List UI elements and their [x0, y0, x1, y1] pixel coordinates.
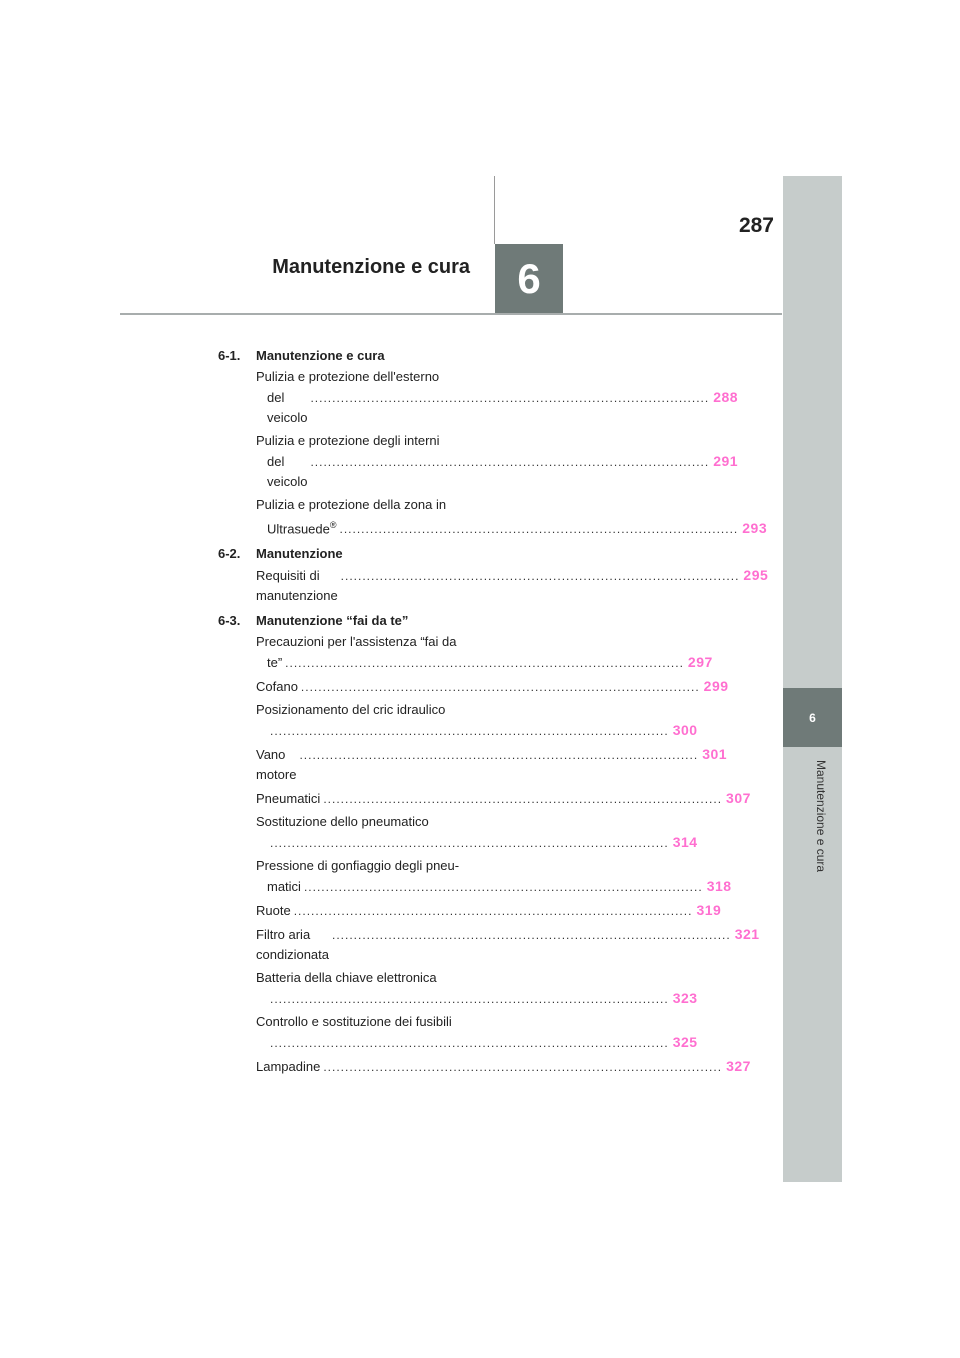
entry-page-link[interactable]: 314: [672, 834, 698, 851]
entry-page-link[interactable]: 318: [706, 878, 732, 895]
entry-page-link[interactable]: 300: [672, 722, 698, 739]
entry-title-line1: Batteria della chiave elettronica: [256, 970, 437, 986]
entry-title-line1: Precauzioni per l'assistenza “fai da: [256, 634, 457, 650]
section-number: 6-2.: [218, 546, 241, 562]
entry-page-link[interactable]: 325: [672, 1034, 698, 1051]
entry-title-line1: Pressione di gonfiaggio degli pneu-: [256, 858, 460, 874]
entry-page-link[interactable]: 299: [703, 678, 729, 695]
dot-leader: ............................................................................................: [310, 391, 710, 405]
entry-title-line2: matici: [267, 879, 301, 895]
dot-leader: ............................................................................................: [303, 880, 703, 895]
entry-title: Vano motore: [256, 747, 297, 783]
entry-page-link[interactable]: 291: [713, 453, 739, 469]
entry-page-link[interactable]: 288: [713, 389, 739, 405]
toc-entry[interactable]: [256, 632, 713, 676]
toc-section-6-3[interactable]: [218, 609, 468, 632]
dot-leader: ............................................................................................: [270, 724, 669, 739]
dot-leader: ............................................................................................: [285, 656, 684, 671]
dot-leader: ............................................................................................: [332, 928, 731, 943]
section-title: Manutenzione “fai da te”: [256, 613, 409, 629]
entry-title-line1: Sostituzione dello pneumatico: [256, 814, 429, 830]
side-tab-label: Manutenzione e cura: [814, 760, 828, 873]
toc-entry[interactable]: [256, 431, 739, 495]
toc-section-6-1[interactable]: [218, 344, 468, 367]
side-tab-bar: [783, 176, 842, 1182]
entry-title: Pneumatici: [256, 791, 321, 807]
toc-entry[interactable]: [256, 700, 698, 744]
entry-page-link[interactable]: 321: [734, 926, 760, 943]
header-rule: [120, 313, 782, 315]
toc-entry[interactable]: [256, 788, 751, 812]
entry-page-link[interactable]: 293: [742, 520, 768, 537]
dot-leader: ............................................................................................: [299, 748, 699, 763]
section-number: 6-3.: [218, 613, 241, 629]
entry-title-line2: Ultrasuede®: [267, 520, 337, 537]
dot-leader: ............................................................................................: [293, 904, 693, 919]
side-tab-chapter-6[interactable]: 6: [783, 688, 842, 747]
entry-title-line2: te”: [267, 655, 283, 671]
entry-title-line1: Pulizia e protezione dell'esterno: [256, 369, 440, 384]
dot-leader: ............................................................................................: [340, 569, 740, 584]
header-divider-vertical: [494, 176, 495, 244]
toc-entry[interactable]: [256, 367, 739, 431]
toc-entry[interactable]: [256, 1056, 751, 1080]
toc-entry[interactable]: [256, 1012, 698, 1056]
entry-title-line1: Posizionamento del cric idraulico: [256, 702, 446, 718]
dot-leader: ............................................................................................: [270, 836, 669, 851]
table-of-contents: [218, 344, 769, 1080]
toc-entry[interactable]: [256, 565, 769, 609]
dot-leader: ............................................................................................: [300, 680, 700, 695]
entry-page-link[interactable]: 323: [672, 990, 698, 1007]
entry-page-link[interactable]: 327: [726, 1058, 751, 1075]
section-number: 6-1.: [218, 348, 241, 363]
entry-page-link[interactable]: 301: [702, 746, 728, 763]
dot-leader: ............................................................................................: [270, 1036, 669, 1051]
chapter-title: Manutenzione e cura: [272, 256, 470, 278]
entry-title: Cofano: [256, 679, 298, 695]
toc-entry[interactable]: [256, 676, 729, 700]
registered-mark: ®: [329, 520, 337, 530]
toc-entry[interactable]: [256, 968, 698, 1012]
entry-title: Requisiti di manutenzione: [256, 568, 338, 604]
dot-leader: ............................................................................................: [310, 455, 710, 469]
entry-page-link[interactable]: 319: [696, 902, 722, 919]
toc-entry[interactable]: [256, 495, 768, 542]
toc-entry[interactable]: [256, 744, 728, 788]
entry-title-line1: Controllo e sostituzione dei fusibili: [256, 1014, 452, 1030]
entry-title-line2: del veicolo: [267, 390, 308, 425]
entry-page-link[interactable]: 297: [687, 654, 713, 671]
entry-title: Ruote: [256, 903, 291, 919]
entry-title-line2: del veicolo: [267, 454, 308, 489]
page-number: 287: [738, 214, 774, 237]
section-title: Manutenzione e cura: [256, 348, 385, 363]
entry-title-line1: Pulizia e protezione della zona in: [256, 497, 447, 512]
dot-leader: ............................................................................................: [323, 1060, 723, 1075]
entry-title: Filtro aria condizionata: [256, 927, 329, 963]
toc-entry[interactable]: [256, 924, 760, 968]
entry-title-line1: Pulizia e protezione degli interni: [256, 433, 440, 448]
dot-leader: ............................................................................................: [270, 992, 669, 1007]
toc-section-6-2[interactable]: [218, 542, 468, 565]
toc-entry[interactable]: [256, 856, 732, 900]
toc-entry[interactable]: [256, 812, 698, 856]
entry-page-link[interactable]: 307: [726, 790, 751, 807]
entry-title: Lampadine: [256, 1059, 321, 1075]
chapter-number-box: 6: [495, 244, 563, 314]
dot-leader: ............................................................................................: [339, 522, 739, 537]
dot-leader: ............................................................................................: [323, 792, 723, 807]
entry-page-link[interactable]: 295: [743, 567, 769, 584]
toc-entry[interactable]: [256, 900, 722, 924]
section-title: Manutenzione: [256, 546, 343, 562]
